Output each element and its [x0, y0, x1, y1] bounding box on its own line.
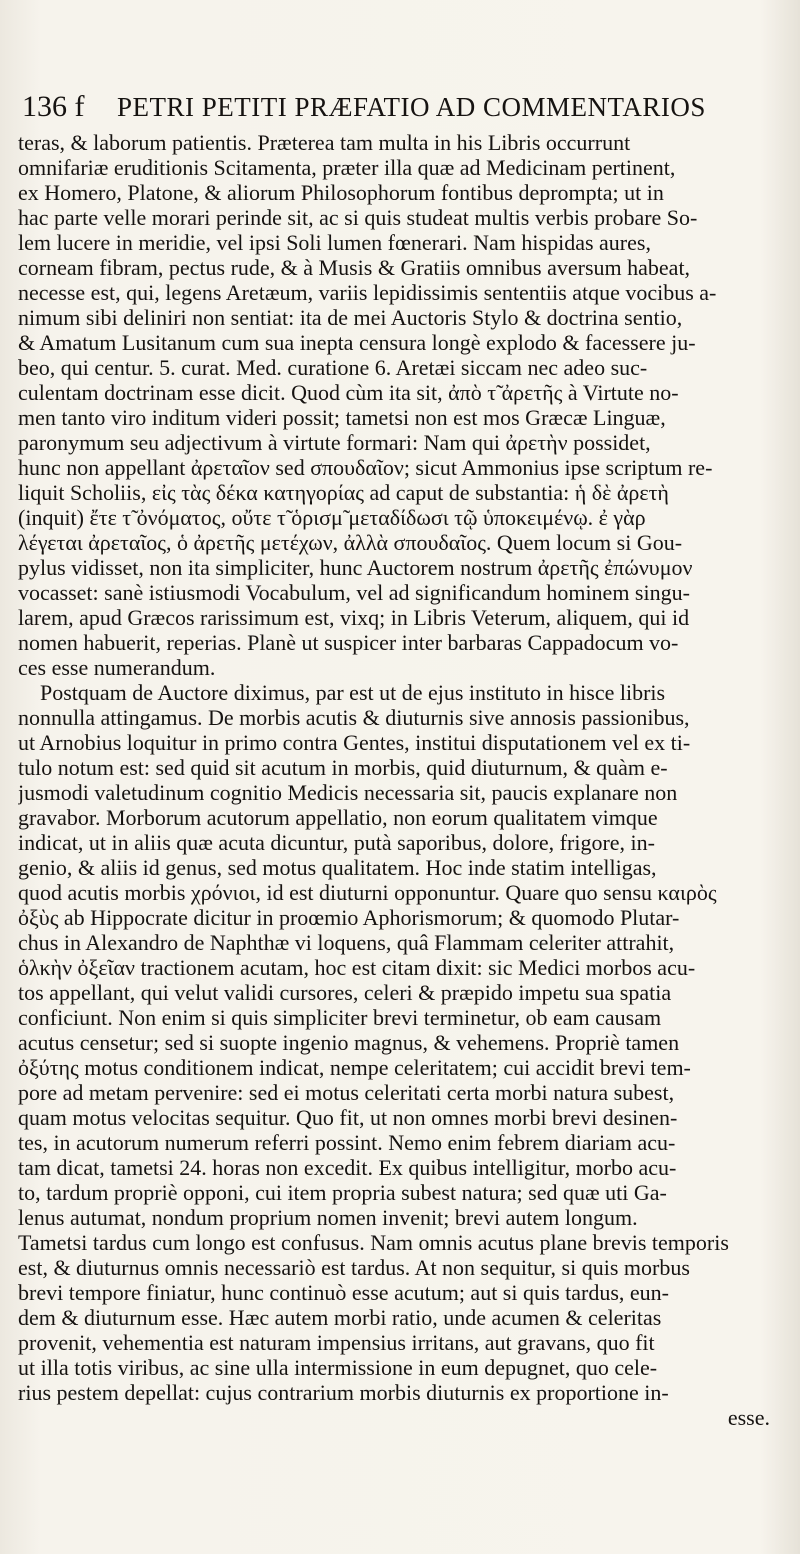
page-header: [22, 90, 762, 132]
text-line: (inquit) ἔτε τ̃ ὀνόματος, οὔτε τ̃ ὁρισμ̃ μεταδίδωσι τῷ ὑποκειμένῳ. ἐ γὰρ: [18, 505, 646, 530]
text-line: brevi tempore finiatur, hunc continuò esse acutum; aut si quis tardus, eun-: [18, 1280, 670, 1305]
text-line: ὁλκὴν ὀξεῖαν tractionem acutam, hoc est citam dixit: sic Medici morbos acu-: [18, 955, 696, 980]
text-line: acutus censetur; sed si suopte ingenio magnus, & vehemens. Propriè tamen: [18, 1030, 680, 1055]
text-line: λέγεται ἀρεταῖος, ὁ ἀρετῆς μετέχων, ἀλλὰ σπουδαῖος. Quem locum si Gou-: [18, 530, 683, 555]
text-line: indicat, ut in aliis quæ acuta dicuntur, putà saporibus, dolore, frigore, in-: [18, 830, 655, 855]
text-line: to, tardum propriè opponi, cui item propria subest natura; sed quæ uti Ga-: [18, 1180, 667, 1205]
text-line: genio, & aliis id genus, sed motus qualitatem. Hoc inde statim intelligas,: [18, 855, 657, 880]
text-line: culentam doctrinam esse dicit. Quod cùm ita sit, ἀπὸ τ̃ ἀρετῆς à Virtute no-: [18, 380, 679, 405]
text-body: [18, 130, 770, 1430]
text-line: chus in Alexandro de Naphthæ vi loquens, quâ Flammam celeriter attrahit,: [18, 930, 675, 955]
text-line: lem lucere in meridie, vel ipsi Soli lumen fœnerari. Nam hispidas aures,: [18, 230, 651, 255]
text-line: esse.: [727, 1405, 770, 1430]
text-line: larem, apud Græcos rarissimum est, vixq; in Libris Veterum, aliquem, qui id: [18, 605, 690, 630]
text-line: ὀξύτης motus conditionem indicat, nempe celeritatem; cui accidit brevi tem-: [18, 1055, 691, 1080]
page-number: 136 f: [22, 90, 85, 123]
text-line: ὀξὺς ab Hippocrate dicitur in proœmio Aphorismorum; & quomodo Plutar-: [18, 905, 680, 930]
text-line: gravabor. Morborum acutorum appellatio, non eorum qualitatem vimque: [18, 805, 658, 830]
text-line: hac parte velle morari perinde sit, ac si quis studeat multis verbis probare So-: [18, 205, 698, 230]
text-line: Postquam de Auctore diximus, par est ut de ejus instituto in hisce libris: [40, 680, 666, 705]
text-line: beo, qui centur. 5. curat. Med. curatione 6. Aretæi siccam nec adeo suc-: [18, 355, 648, 380]
text-line: hunc non appellant ἀρεταῖον sed σπουδαῖον; sicut Ammonius ipse scriptum re-: [18, 455, 713, 480]
text-line: vocasset: sanè istiusmodi Vocabulum, vel ad significandum hominem singu-: [18, 580, 690, 605]
text-line: est, & diuturnus omnis necessariò est tardus. At non sequitur, si quis morbus: [18, 1255, 690, 1280]
text-line: lenus autumat, nondum proprium nomen invenit; brevi autem longum.: [18, 1205, 638, 1230]
text-line: omnifariæ eruditionis Scitamenta, præter illa quæ ad Medicinam pertinent,: [18, 155, 676, 180]
text-line: paronymum seu adjectivum à virtute formari: Nam qui ἀρετὴν possidet,: [18, 430, 651, 455]
text-line: ces esse numerandum.: [18, 655, 216, 680]
text-line: corneam fibram, pectus rude, & à Musis & Gratiis omnibus aversum habeat,: [18, 255, 691, 280]
text-line: & Amatum Lusitanum cum sua inepta censura longè explodo & facessere ju-: [18, 330, 696, 355]
text-line: nonnulla attingamus. De morbis acutis & diuturnis sive annosis passionibus,: [18, 705, 690, 730]
text-line: teras, & laborum patientis. Præterea tam multa in his Libris occurrunt: [18, 130, 631, 155]
text-line: dem & diuturnum esse. Hæc autem morbi ratio, unde acumen & celeritas: [18, 1305, 662, 1330]
text-line: tos appellant, qui velut validi cursores, celeri & præpido impetu sua spatia: [18, 980, 672, 1005]
text-line: ex Homero, Platone, & aliorum Philosophorum fontibus deprompta; ut in: [18, 180, 664, 205]
text-line: Tametsi tardus cum longo est confusus. Nam omnis acutus plane brevis temporis: [18, 1230, 729, 1255]
text-line: nimum sibi deliniri non sentiat: ita de mei Auctoris Stylo & doctrina sentio,: [18, 305, 683, 330]
running-title: PETRI PETITI PRÆFATIO AD COMMENTARIOS: [117, 92, 706, 122]
text-line: necesse est, qui, legens Aretæum, variis lepidissimis sententiis atque vocibus a-: [18, 280, 717, 305]
text-line: tam dicat, tametsi 24. horas non excedit. Ex quibus intelligitur, morbo acu-: [18, 1155, 677, 1180]
text-line: ut illa totis viribus, ac sine ulla intermissione in eum depugnet, quo cele-: [18, 1355, 658, 1380]
text-line: tulo notum est: sed quid sit acutum in morbis, quid diuturnum, & quàm e-: [18, 755, 668, 780]
text-line: tes, in acutorum numerum referri possint. Nemo enim febrem diariam acu-: [18, 1130, 676, 1155]
text-line: men tanto viro inditum videri possit; tametsi non est mos Græcæ Linguæ,: [18, 405, 666, 430]
text-line: ut Arnobius loquitur in primo contra Gentes, institui disputationem vel ex ti-: [18, 730, 691, 755]
text-line: quam motus velocitas sequitur. Quo fit, ut non omnes morbi brevi desinen-: [18, 1105, 678, 1130]
text-line: liquit Scholiis, εἰς τὰς δέκα κατηγορίας ad caput de substantia: ἡ δὲ ἀρετὴ: [18, 480, 669, 505]
text-line: jusmodi valetudinum cognitio Medicis necessaria sit, paucis explanare non: [18, 780, 678, 805]
text-line: conficiunt. Non enim si quis simpliciter brevi terminetur, ob eam causam: [18, 1005, 662, 1030]
text-line: rius pestem depellat: cujus contrarium morbis diuturnis ex proportione in-: [18, 1380, 669, 1405]
text-line: pylus vidisset, non ita simpliciter, hunc Auctorem nostrum ἀρετῆς ἐπώνυμον: [18, 555, 693, 580]
text-line: provenit, vehementia est naturam impensius irritans, aut gravans, quo fit: [18, 1330, 655, 1355]
text-line: nomen habuerit, reperias. Planè ut suspicer inter barbaras Cappadocum vo-: [18, 630, 679, 655]
text-line: pore ad metam pervenire: sed ei motus celeritati certa morbi natura subest,: [18, 1080, 675, 1105]
text-line: quod acutis morbis χρόνιοι, id est diuturni opponuntur. Quare quo sensu καιρὸς: [18, 880, 717, 905]
